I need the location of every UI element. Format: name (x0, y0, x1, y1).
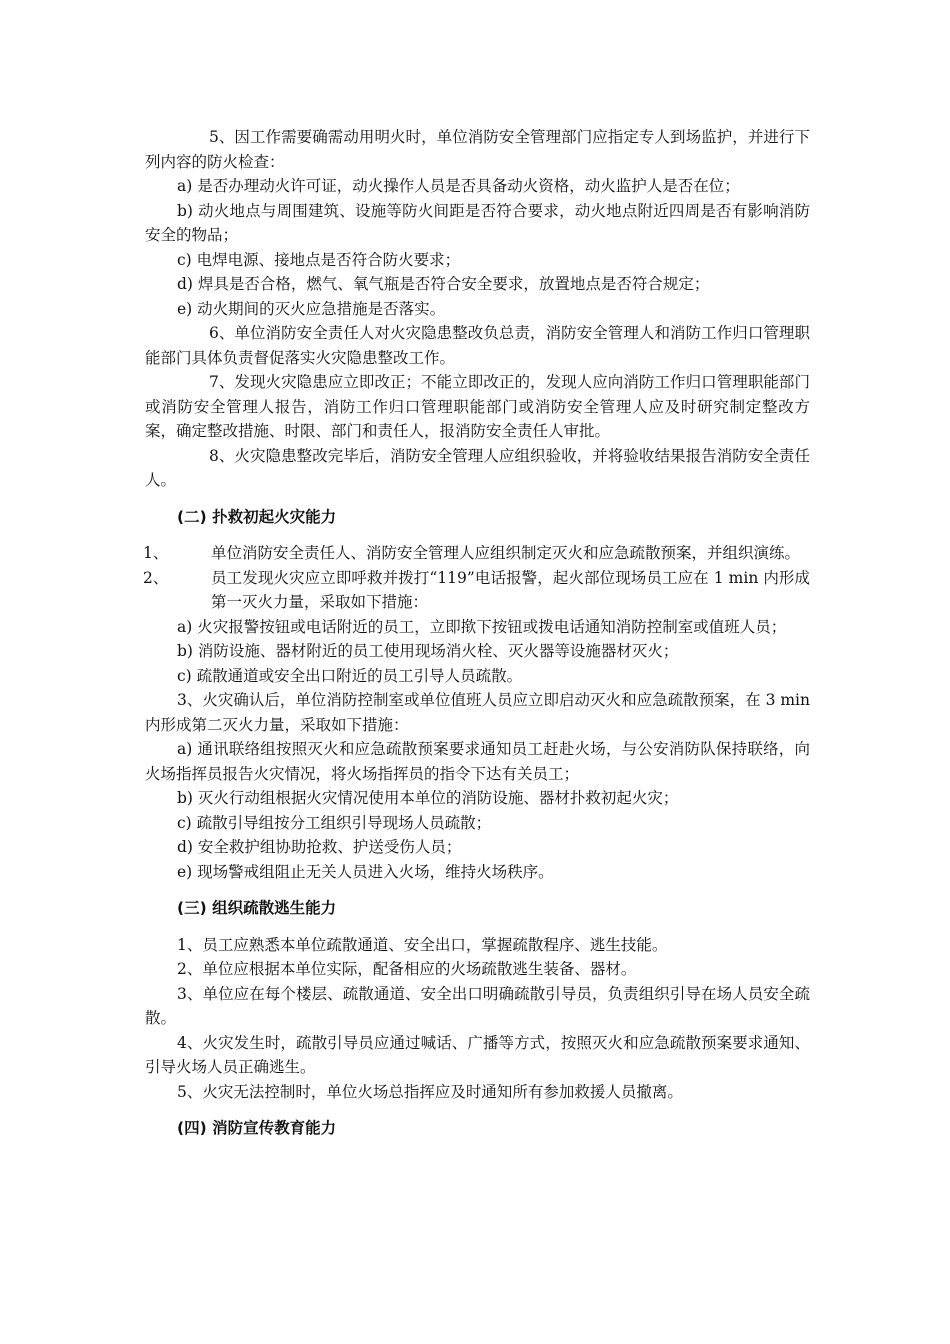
item-text: 火灾隐患整改完毕后，消防安全管理人应组织验收，并将验收结果报告消防安全责任人。 (145, 446, 810, 489)
sub-item-b: b) 灭火行动组根据火灾情况使用本单位的消防设施、器材扑救初起火灾； (177, 789, 679, 807)
paragraph-item-8 (145, 444, 810, 493)
sub-item-a: a) 是否办理动火许可证，动火操作人员是否具备动火资格，动火监护人是否在位； (177, 177, 740, 195)
sub-item-d: d) 安全救护组协助抢救、护送受伤人员； (177, 838, 462, 856)
section-heading-3: (三) 组织疏散逃生能力 (177, 899, 337, 917)
sub-item-c: c) 电焊电源、接地点是否符合防火要求； (177, 250, 461, 269)
paragraph-item-1: 1、员工应熟悉本单位疏散通道、安全出口，掌握疏散程序、逃生技能。 (177, 935, 668, 954)
sub-item-b: b) 消防设施、器材附近的员工使用现场消火栓、灭火器等设施器材灭火； (177, 642, 679, 660)
section-heading-4: (四) 消防宣传教育能力 (177, 1119, 337, 1137)
item-text: 单位消防安全责任人、消防安全管理人应组织制定灭火和应急疏散预案，并组织演练。 (211, 544, 801, 562)
list-item-1 (145, 541, 810, 566)
sub-item-a: a) 通讯联络组按照灭火和应急疏散预案要求通知员工赶赴火场，与公安消防队保持联络，向火场指挥员报告火灾情况，将火场指挥员的指令下达有关员工； (145, 740, 810, 783)
item-text: 单位消防安全责任人对火灾隐患整改负总责，消防安全管理人和消防工作归口管理职能部门具体负责督促落实火灾隐患整改工作。 (145, 324, 810, 367)
paragraph-item-7 (145, 370, 810, 444)
sub-item-d: d) 焊具是否合格，燃气、氧气瓶是否符合安全要求，放置地点是否符合规定； (177, 275, 710, 293)
sub-item-e: e) 现场警戒组阻止无关人员进入火场，维持火场秩序。 (177, 862, 554, 881)
item-text: 发现火灾隐患应立即改正；不能立即改正的，发现人应向消防工作归口管理职能部门或消防安全管理人报告，消防工作归口管理职能部门或消防安全管理人应及时研究制定整改方案，确定整改措施、时限、部门和责任人，报消防安全责任人审批。 (145, 373, 810, 440)
paragraph-item-4: 4、火灾发生时，疏散引导员应通过喊话、广播等方式，按照灭火和应急疏散预案要求通知、引导火场人员正确逃生。 (145, 1033, 810, 1076)
paragraph-item-5 (145, 125, 810, 174)
sub-item-a: a) 火灾报警按钮或电话附近的员工，立即揿下按钮或拨电话通知消防控制室或值班人员； (177, 617, 787, 636)
item-text: 员工发现火灾应立即呼救并拨打“119”电话报警，起火部位现场员工应在 1 min 内形成第一灭火力量，采取如下措施： (211, 568, 810, 611)
document-body (145, 125, 810, 1153)
list-item-2 (145, 566, 810, 615)
item-number: 7、 (209, 373, 235, 391)
item-number: 6、 (209, 324, 235, 342)
paragraph-item-2: 2、单位应根据本单位实际，配备相应的火场疏散逃生装备、器材。 (177, 960, 637, 978)
item-number: 1、 (143, 544, 169, 562)
sub-item-c: c) 疏散通道或安全出口附近的员工引导人员疏散。 (177, 666, 523, 685)
item-number: 5、 (209, 128, 235, 146)
paragraph-item-3: 3、火灾确认后，单位消防控制室或单位值班人员应立即启动灭火和应急疏散预案，在 3 min 内形成第二灭火力量，采取如下措施： (145, 691, 810, 734)
sub-item-c: c) 疏散引导组按分工组织引导现场人员疏散； (177, 813, 492, 832)
item-number: 8、 (209, 446, 235, 465)
item-number: 2、 (143, 568, 169, 587)
paragraph-item-6 (145, 321, 810, 370)
paragraph-item-3: 3、单位应在每个楼层、疏散通道、安全出口明确疏散引导员，负责组织引导在场人员安全疏散。 (145, 984, 810, 1027)
paragraph-item-5: 5、火灾无法控制时，单位火场总指挥应及时通知所有参加救援人员撤离。 (177, 1082, 683, 1101)
sub-item-e: e) 动火期间的灭火应急措施是否落实。 (177, 299, 446, 318)
sub-item-b: b) 动火地点与周围建筑、设施等防火间距是否符合要求，动火地点附近四周是否有影响消防安全的物品； (145, 201, 810, 244)
item-text: 因工作需要确需动用明火时，单位消防安全管理部门应指定专人到场监护，并进行下列内容的防火检查： (145, 128, 810, 171)
section-heading-2: (二) 扑救初起火灾能力 (177, 507, 337, 526)
